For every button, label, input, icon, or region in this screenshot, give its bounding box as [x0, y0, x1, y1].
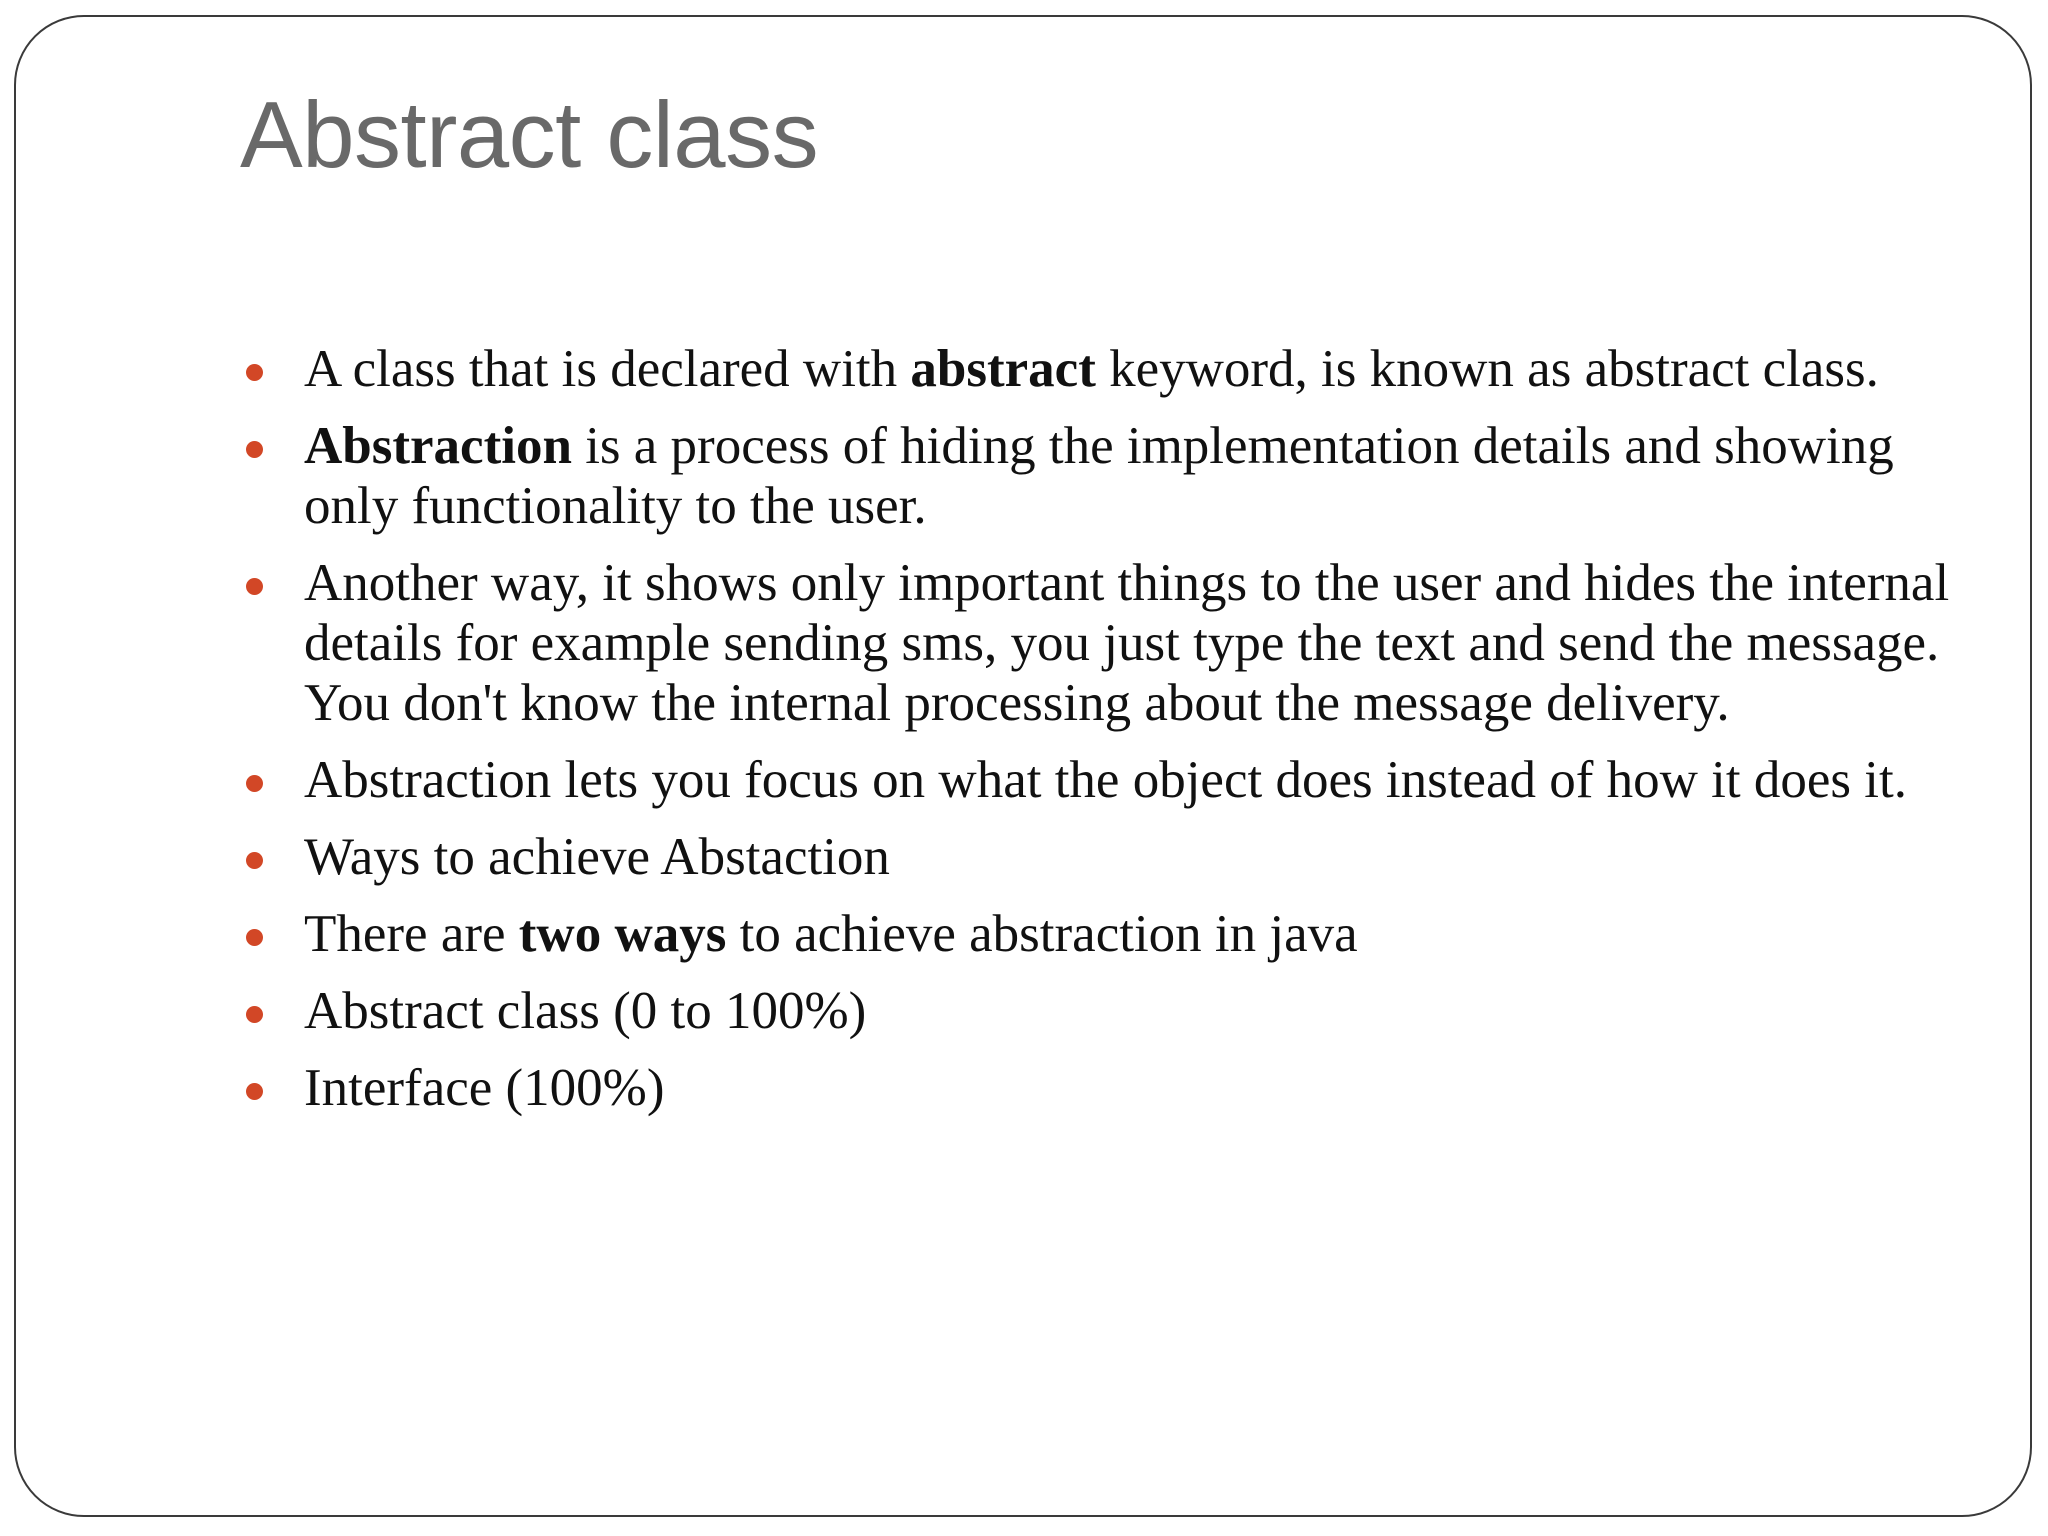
bullet-dot-icon: [246, 775, 263, 792]
bullet-text-plain: Abstract class (0 to 100%): [304, 982, 867, 1040]
bullet-dot-icon: [246, 1006, 263, 1023]
bullet-item: [238, 827, 1958, 887]
bullet-dot-icon: [246, 364, 263, 381]
bullet-item: [238, 339, 1958, 399]
slide-frame: [14, 15, 2032, 1517]
bullet-dot-icon: [246, 1083, 263, 1100]
bullet-text-plain: is a process of hiding the implementation details and showing only functionality to the user.: [304, 417, 1894, 535]
bullet-text-plain: to achieve abstraction in java: [726, 905, 1358, 963]
bullet-text-plain: Abstraction lets you focus on what the object does instead of how it does it.: [304, 751, 1907, 809]
bullet-text: [304, 751, 1907, 809]
bullet-text: [304, 554, 1949, 732]
bullet-item: [238, 904, 1958, 964]
bullet-text-plain: Interface (100%): [304, 1059, 665, 1117]
bullet-text: [304, 340, 1879, 398]
bullet-text-plain: Another way, it shows only important things to the user and hides the internal details for example sending sms, you just type the text and send the message. You don't know the internal processing about the message delivery.: [304, 554, 1950, 732]
bullet-text: [304, 905, 1358, 963]
bullet-item: [238, 553, 1958, 733]
bullet-item: [238, 1058, 1958, 1118]
bullet-text-bold: Abstraction: [304, 417, 572, 475]
bullet-item: [238, 750, 1958, 810]
bullet-text-plain: Ways to achieve Abstaction: [304, 828, 890, 886]
bullet-text-plain: keyword, is known as abstract class.: [1095, 340, 1879, 398]
bullet-text: [304, 982, 866, 1040]
bullet-list: [238, 339, 1958, 1135]
bullet-text: [304, 417, 1894, 535]
bullet-text-bold: abstract: [910, 340, 1096, 398]
bullet-text: [304, 1059, 664, 1117]
bullet-dot-icon: [246, 929, 263, 946]
bullet-text-plain: There are: [304, 905, 519, 963]
bullet-item: [238, 981, 1958, 1041]
bullet-text: [304, 828, 890, 886]
slide-title: Abstract class: [240, 82, 819, 187]
bullet-item: [238, 416, 1958, 536]
bullet-dot-icon: [246, 578, 263, 595]
bullet-dot-icon: [246, 441, 263, 458]
bullet-text-bold: two ways: [518, 905, 727, 963]
bullet-dot-icon: [246, 852, 263, 869]
bullet-text-plain: A class that is declared with: [304, 340, 911, 398]
